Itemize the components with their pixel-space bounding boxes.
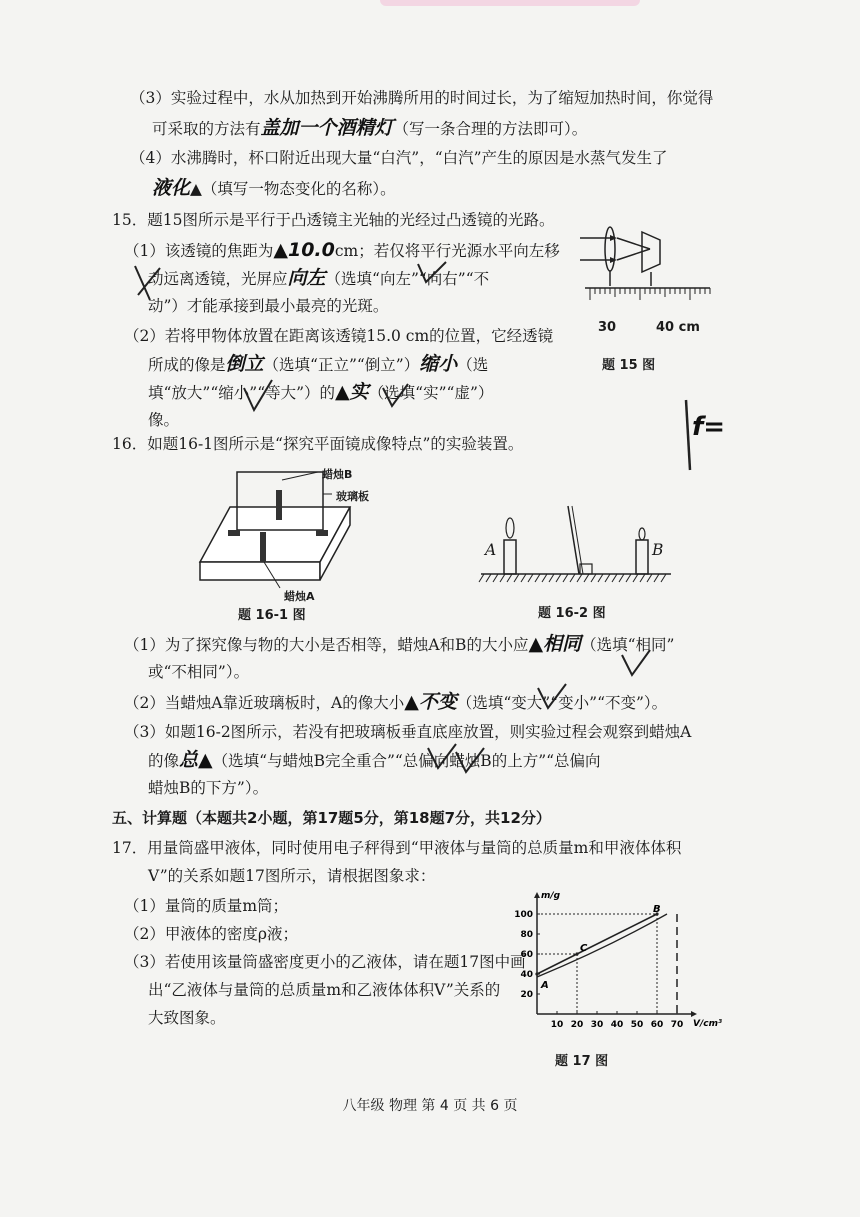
ground-hatch <box>661 574 666 582</box>
ground-hatch <box>570 574 575 582</box>
q14-3-line2: 可采取的方法有盖加一个酒精灯（写一条合理的方法即可）。 <box>152 117 588 139</box>
y-tick-label: 60 <box>520 950 533 960</box>
ruler-label-40: 40 cm <box>656 320 700 335</box>
ground-hatch <box>486 574 491 582</box>
q15-intro: 15．题15图所示是平行于凸透镜主光轴的光经过凸透镜的光路。 <box>112 211 555 229</box>
q16-1-line2: 或“不相同”）。 <box>148 663 250 681</box>
ground-hatch <box>542 574 547 582</box>
x-axis-label: V/cm³ <box>693 1019 722 1029</box>
q17-3-line1: （3）若使用该量筒盛密度更小的乙液体，请在题17图中画 <box>124 953 526 971</box>
q15-2-line2: 所成的像是倒立（选填“正立”“倒立”）缩小（选 <box>148 353 489 375</box>
q15-1-line2: 动远离透镜，光屏应向左（选填“向左”“向右”“不 <box>148 267 490 289</box>
point-label: A <box>541 980 549 991</box>
series-line <box>537 914 657 974</box>
x-tick-label: 70 <box>670 1020 684 1030</box>
ground-hatch <box>619 574 624 582</box>
handwritten-answer: 总▲ <box>179 749 213 771</box>
q15-2-line1: （2）若将甲物体放置在距离该透镜15.0 cm的位置，它经透镜 <box>124 327 554 345</box>
q17-caption: 题 17 图 <box>555 1054 609 1069</box>
section-title: 五、计算题（本题共2小题，第17题5分，第18题7分，共12分） <box>112 809 551 827</box>
q14-4-line1: （4）水沸腾时，杯口附近出现大量“白汽”，“白汽”产生的原因是水蒸气发生了 <box>130 149 668 167</box>
ruler-label-30: 30 <box>598 320 617 335</box>
q15-2-line3: 填“放大”“缩小”“等大”）的▲实（选填“实”“虚”） <box>148 381 494 403</box>
q16-1-caption: 题 16-1 图 <box>238 608 306 623</box>
handwritten-answer: 缩小 <box>419 353 458 375</box>
q17-2: （2）甲液体的密度ρ液； <box>124 925 298 943</box>
x-tick-label: 10 <box>550 1020 564 1030</box>
x-tick-label: 40 <box>610 1020 624 1030</box>
ground-hatch <box>479 574 484 582</box>
q17-intro1: 17．用量筒盛甲液体，同时使用电子秤得到“甲液体与量筒的总质量m和甲液体体积 <box>112 839 682 857</box>
x-tick-label: 30 <box>590 1020 604 1030</box>
ground-hatch <box>500 574 505 582</box>
q15-figure-caption: 题 15 图 <box>602 358 656 373</box>
ground-hatch <box>577 574 582 582</box>
q16-1-figure <box>190 462 390 602</box>
ground-hatch <box>605 574 610 582</box>
label-a: A <box>485 541 497 559</box>
margin-handwriting: f= <box>692 412 726 442</box>
ground-hatch <box>514 574 519 582</box>
handwritten-answer: ▲不变 <box>404 691 457 713</box>
y-tick-label: 40 <box>520 970 533 980</box>
x-tick-label: 20 <box>570 1020 584 1030</box>
label-candle-b: 蜡烛B <box>322 468 353 481</box>
q17-chart <box>505 891 722 1042</box>
ground-hatch <box>640 574 645 582</box>
q14-3-line1: （3）实验过程中，水从加热到开始沸腾所用的时间过长，为了缩短加热时间，你觉得 <box>130 89 714 107</box>
y-axis-label: m/g <box>541 891 561 901</box>
q17-intro2: V”的关系如题17图所示，请根据图象求： <box>148 867 436 885</box>
ground-hatch <box>493 574 498 582</box>
handwritten-answer: ▲相同 <box>528 633 582 655</box>
ground-hatch <box>556 574 561 582</box>
handwritten-answer: 液化 <box>152 177 191 199</box>
handwritten-answer: 盖加一个酒精灯 <box>260 117 394 139</box>
label-candle-a: 蜡烛A <box>284 590 315 603</box>
q16-2-figure <box>476 502 676 592</box>
ground-hatch <box>598 574 603 582</box>
handdrawn-line <box>537 914 667 977</box>
ground-hatch <box>591 574 596 582</box>
q17-1: （1）量筒的质量m筒； <box>124 897 289 915</box>
handwritten-answer: 倒立 <box>225 353 264 375</box>
ground-hatch <box>584 574 589 582</box>
q16-1-line1: （1）为了探究像与物的大小是否相等，蜡烛A和B的大小应▲相同（选填“相同” <box>124 633 675 655</box>
ground-hatch <box>563 574 568 582</box>
handwritten-answer: ▲10.0 <box>273 239 335 261</box>
label-b: B <box>652 541 664 559</box>
ground-hatch <box>528 574 533 582</box>
ground-hatch <box>507 574 512 582</box>
q16-3-line1: （3）如题16-2图所示，若没有把玻璃板垂直底座放置，则实验过程会观察到蜡烛A <box>124 723 692 741</box>
q15-1-line3: 动”）才能承接到最小最亮的光斑。 <box>148 297 389 315</box>
x-tick-label: 60 <box>650 1020 664 1030</box>
y-tick-label: 20 <box>520 990 533 1000</box>
q15-1-line1: （1）该透镜的焦距为▲10.0cm；若仅将平行光源水平向左移 <box>124 239 560 261</box>
q16-2-line: （2）当蜡烛A靠近玻璃板时，A的像大小▲不变（选填“变大”“变小”“不变”）。 <box>124 691 668 713</box>
x-axis-arrow <box>691 1011 697 1017</box>
data-point <box>535 972 538 975</box>
ground-hatch <box>549 574 554 582</box>
page-footer: 八年级 物理 第 4 页 共 6 页 <box>342 1098 518 1114</box>
point-label: C <box>580 943 588 954</box>
y-axis-arrow <box>534 892 540 898</box>
ground-hatch <box>535 574 540 582</box>
q16-intro: 16．如题16-1图所示是“探究平面镜成像特点”的实验装置。 <box>112 435 524 453</box>
q17-3-line3: 大致图象。 <box>148 1009 226 1027</box>
y-tick-label: 80 <box>520 930 533 940</box>
ground-hatch <box>626 574 631 582</box>
x-tick-label: 50 <box>630 1020 644 1030</box>
handwritten-answer: ▲实 <box>335 381 369 403</box>
handwritten-answer: 向左 <box>287 267 326 289</box>
ground-hatch <box>612 574 617 582</box>
q16-2-caption: 题 16-2 图 <box>538 606 606 621</box>
label-glass-plate: 玻璃板 <box>336 490 369 503</box>
q16-3-line2: 的像总▲（选填“与蜡烛B完全重合”“总偏向蜡烛B的上方”“总偏向 <box>148 749 601 771</box>
ground-hatch <box>647 574 652 582</box>
q16-3-line3: 蜡烛B的下方”）。 <box>148 779 269 797</box>
q15-2-line4: 像。 <box>148 411 180 429</box>
q14-4-line2: 液化▲（填写一物态变化的名称）。 <box>152 177 396 199</box>
ground-hatch <box>633 574 638 582</box>
data-point <box>575 952 578 955</box>
ground-hatch <box>521 574 526 582</box>
point-label: B <box>653 904 661 915</box>
q17-3-line2: 出“乙液体与量筒的总质量m和乙液体体积V”关系的 <box>148 981 501 999</box>
ground-hatch <box>654 574 659 582</box>
y-tick-label: 100 <box>514 910 533 920</box>
